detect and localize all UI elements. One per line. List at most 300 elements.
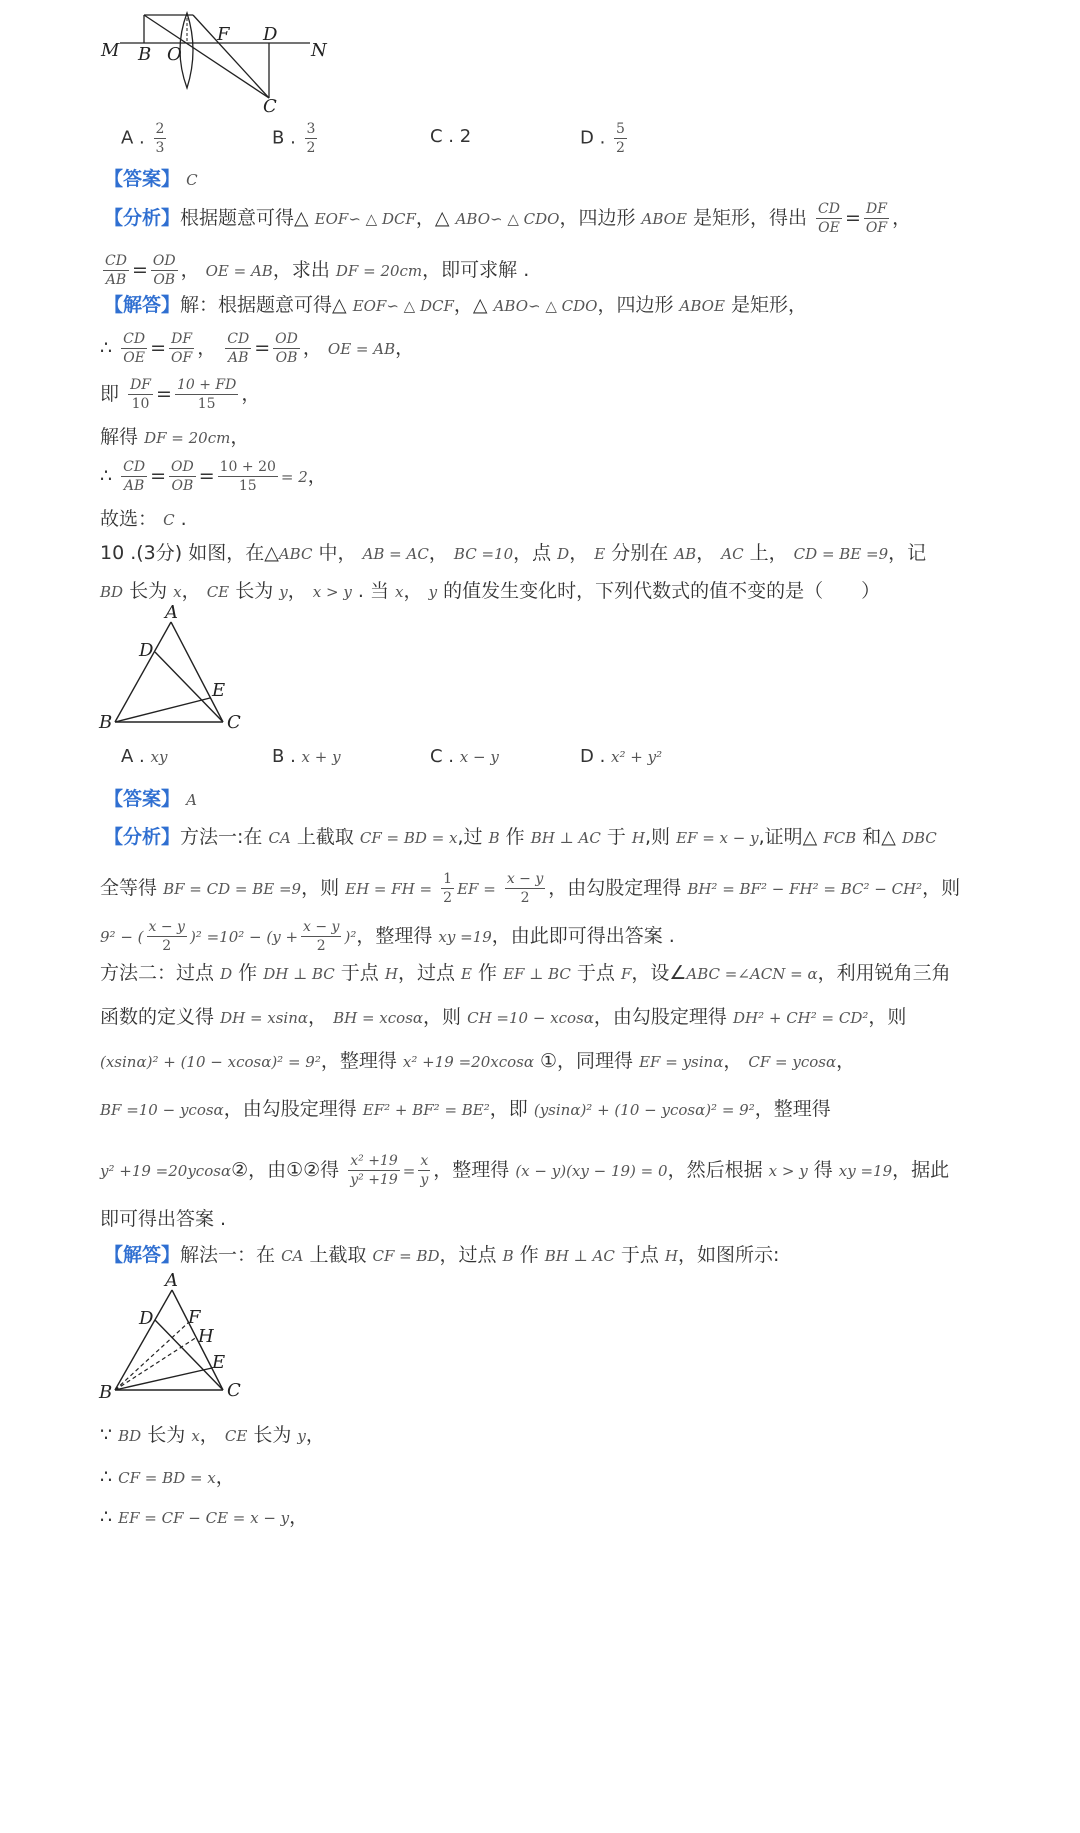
fraction xyxy=(147,918,187,955)
den: 2 xyxy=(443,890,453,906)
therefore-symbol: ∴ xyxy=(100,465,113,487)
den: AB xyxy=(228,350,249,366)
segment-bh-dashed xyxy=(115,1337,197,1390)
option-expr: x + y xyxy=(301,748,341,766)
fraction xyxy=(218,458,278,495)
math: EF = x − y xyxy=(676,829,759,847)
fraction xyxy=(864,200,889,237)
den: y² +19 xyxy=(350,1172,398,1188)
text: 长为 xyxy=(235,580,274,602)
segment-be xyxy=(115,698,210,722)
den: OE xyxy=(818,220,840,236)
den: AB xyxy=(105,272,127,288)
text: 解得 xyxy=(100,426,139,448)
math: D xyxy=(220,965,233,983)
text: ，设∠ xyxy=(631,962,687,984)
text: ， xyxy=(569,542,589,564)
label-a: A xyxy=(165,1270,178,1291)
fraction xyxy=(103,252,129,289)
option-num: 2 xyxy=(155,121,165,137)
num: DF xyxy=(169,330,194,349)
option-den: 2 xyxy=(306,140,316,156)
option-letter: C . xyxy=(430,126,455,147)
den: 2 xyxy=(162,938,172,954)
side-ba xyxy=(115,622,171,722)
q10-analysis-line2 xyxy=(100,870,960,907)
label-o: O xyxy=(167,44,182,65)
segment-bf-dashed xyxy=(115,1322,189,1390)
math: F xyxy=(620,965,632,983)
q10-triangle-figure xyxy=(95,602,255,733)
text: ，则 xyxy=(868,1006,907,1028)
label-d: D xyxy=(139,640,154,661)
label-d: D xyxy=(139,1308,154,1329)
text: ，四边形 xyxy=(559,207,636,229)
math: DBC xyxy=(901,829,937,847)
text: ，则 xyxy=(922,877,961,899)
num: CD xyxy=(227,331,250,347)
math: xy =19 xyxy=(438,928,492,946)
text: ， xyxy=(723,1050,743,1072)
text: 得 xyxy=(813,1159,833,1181)
option-expr: xy xyxy=(150,748,168,766)
answer-value: C xyxy=(186,171,198,189)
option-expr: x² + y² xyxy=(611,748,663,766)
fraction xyxy=(816,200,842,237)
text: ， xyxy=(696,542,716,564)
label-e: E xyxy=(212,680,226,701)
option-letter: C . xyxy=(430,746,455,767)
math: CA xyxy=(268,829,291,847)
math: BD xyxy=(118,1427,142,1445)
math: EH = FH = xyxy=(345,880,433,898)
num: CD xyxy=(123,459,146,475)
math: CD = BE =9 xyxy=(793,545,889,563)
math: y² +19 =20ycosα xyxy=(100,1162,232,1180)
den: 10 xyxy=(131,396,150,412)
text: 于 xyxy=(606,826,626,848)
math: CE xyxy=(224,1427,248,1445)
label-b: B xyxy=(99,1382,113,1403)
math: )² xyxy=(344,928,357,946)
text: ，记 xyxy=(888,542,927,564)
fraction xyxy=(121,330,147,367)
math: = 2 xyxy=(280,468,308,486)
den: 15 xyxy=(238,478,257,494)
ray-top-to-c xyxy=(144,15,269,98)
option-letter: D . xyxy=(580,746,606,767)
q9-final-choice: 故选： C . xyxy=(100,508,187,530)
math: BH ⊥ AC xyxy=(544,1247,615,1265)
comma: ， xyxy=(180,259,200,281)
q10-method2-line5 xyxy=(100,1152,949,1189)
math: EF ⊥ BC xyxy=(503,965,571,983)
math: EF = ysinα xyxy=(639,1053,724,1071)
text: 故选： xyxy=(100,508,158,530)
math: )² =10² − (y + xyxy=(189,928,299,946)
math: (xsinα)² + (10 − xcosα)² = 9² xyxy=(100,1053,321,1071)
option-letter: A . xyxy=(121,746,145,767)
q9-solution-line3: 即 $\frac{DF}{10}$ = $\frac{10 + FD}{15}$ ， xyxy=(100,377,261,412)
text: ， xyxy=(215,1466,235,1488)
math: BF = CD = BE =9 xyxy=(163,880,302,898)
math: (ysinα)² + (10 − ycosα)² = 9² xyxy=(533,1101,755,1119)
q9-option-a[interactable] xyxy=(121,120,169,157)
q10-analysis-line1 xyxy=(104,824,937,851)
text: 方法二：过点 xyxy=(100,962,215,984)
comma: ， xyxy=(241,383,261,405)
num: DF xyxy=(130,377,152,393)
q10-solution-figure xyxy=(95,1270,255,1405)
ray-e-to-c xyxy=(193,15,269,98)
text: ，即 xyxy=(489,1098,528,1120)
math: ABOE xyxy=(641,210,687,228)
num: CD xyxy=(123,331,146,347)
math: (x − y)(xy − 19) = 0 xyxy=(515,1162,668,1180)
math: x xyxy=(173,583,182,601)
label-m: M xyxy=(101,40,120,61)
math: ABC xyxy=(278,545,313,563)
comma: ， xyxy=(307,465,327,487)
option-den: 3 xyxy=(155,140,165,156)
text: ，整理得 xyxy=(320,1050,397,1072)
therefore-symbol: ∴ xyxy=(100,1506,113,1528)
text: 即 xyxy=(100,383,120,405)
text: ，过点 xyxy=(397,962,455,984)
label-f: F xyxy=(188,1307,201,1328)
math: H xyxy=(384,965,398,983)
math: EF = xyxy=(457,880,496,898)
fraction xyxy=(169,330,194,367)
num: x − y xyxy=(148,919,185,935)
text: ，即可求解 . xyxy=(422,259,530,281)
label-c: C xyxy=(263,96,277,117)
math: x > y xyxy=(768,1162,808,1180)
math: 9² − ( xyxy=(100,928,144,946)
option-value: 2 xyxy=(459,126,472,147)
text: ，求出 xyxy=(272,259,330,281)
text: 长为 xyxy=(253,1424,292,1446)
q10-method2-line3 xyxy=(100,1048,855,1075)
q9-figure xyxy=(95,10,335,117)
text: ①，同理得 xyxy=(540,1050,634,1072)
side-ba xyxy=(115,1290,172,1390)
fraction xyxy=(505,870,545,907)
text: ，由勾股定理得 xyxy=(593,1006,727,1028)
text: ，过点 xyxy=(439,1244,497,1266)
math: y xyxy=(297,1427,306,1445)
math: CF = BD xyxy=(372,1247,440,1265)
comma: ， xyxy=(197,337,217,359)
math: E xyxy=(461,965,472,983)
math: = xyxy=(402,1162,416,1180)
den: AB xyxy=(123,478,145,494)
den: 15 xyxy=(197,396,216,412)
num: OD xyxy=(275,331,298,347)
text: 作 xyxy=(478,962,498,984)
fraction xyxy=(121,458,147,495)
side-ac xyxy=(171,622,226,722)
label-b: B xyxy=(138,44,152,65)
math: x xyxy=(191,1427,200,1445)
text: 上截取 xyxy=(296,826,354,848)
text: 作 xyxy=(519,1244,539,1266)
option-letter: B . xyxy=(272,746,296,767)
math: DH = xsinα xyxy=(220,1009,309,1027)
num: OD xyxy=(171,459,194,475)
den: OB xyxy=(171,478,194,494)
den: 2 xyxy=(316,938,326,954)
math: CE xyxy=(206,583,230,601)
text: 上截取 xyxy=(309,1244,367,1266)
text: 长为 xyxy=(147,1424,186,1446)
text: ，△ xyxy=(415,207,450,229)
text: 作 xyxy=(238,962,258,984)
fraction xyxy=(301,918,341,955)
math: AB = AC xyxy=(362,545,429,563)
q9-analysis-line2: $\frac{CD}{AB}$ = $\frac{OD}{OB}$ ， OE = AB，求出 DF = 20cm，即可求解 . xyxy=(105,253,530,288)
q10-stem-line2 xyxy=(100,578,880,605)
num: 1 xyxy=(443,871,453,887)
math: DF = 20cm xyxy=(335,262,423,280)
math: B xyxy=(502,1247,514,1265)
math: DH ⊥ BC xyxy=(263,965,335,983)
text: ，如图所示: xyxy=(678,1244,780,1266)
num: CD xyxy=(105,253,127,269)
den: OB xyxy=(153,272,176,288)
text: 于点 xyxy=(620,1244,659,1266)
q9-solution-line1 xyxy=(104,292,807,319)
math: BD xyxy=(100,583,124,601)
math: x > y xyxy=(312,583,352,601)
math: ABO∽ △ CDO xyxy=(455,210,560,228)
math: BC =10 xyxy=(453,545,514,563)
math: CA xyxy=(281,1247,304,1265)
math: H xyxy=(664,1247,679,1265)
text: 的值发生变化时，下列代数式的值不变的是（ ） xyxy=(443,580,881,602)
q10-method2-line1 xyxy=(100,960,951,987)
comma: ， xyxy=(395,337,415,359)
label-f: F xyxy=(217,24,230,45)
math: BH² = BF² − FH² = BC² − CH² xyxy=(687,880,923,898)
q10-option-b[interactable] xyxy=(272,746,341,767)
math: ABO∽ △ CDO xyxy=(493,297,598,315)
math: OE = AB xyxy=(205,262,273,280)
label-c: C xyxy=(227,1380,241,1401)
den: OF xyxy=(865,220,888,236)
text: ， xyxy=(428,542,448,564)
q10-solution-line4 xyxy=(100,1504,308,1531)
text: 分别在 xyxy=(611,542,669,564)
math: y xyxy=(428,583,438,601)
text: ，然后根据 xyxy=(667,1159,763,1181)
text: ②，由①②得 xyxy=(231,1159,340,1181)
therefore-symbol: ∴ xyxy=(100,337,113,359)
comma: ， xyxy=(230,426,250,448)
q10-solution-line1 xyxy=(104,1242,779,1269)
text: 是矩形，得出 xyxy=(692,207,807,229)
math: BH = xcosα xyxy=(333,1009,424,1027)
label-h: H xyxy=(198,1326,214,1347)
text: ,证明△ xyxy=(758,826,818,848)
fraction xyxy=(348,1152,400,1189)
q9-option-c[interactable] xyxy=(430,126,471,147)
text: 于点 xyxy=(576,962,615,984)
fraction xyxy=(175,376,238,413)
math: EOF∽ △ DCF xyxy=(352,297,454,315)
math: D xyxy=(557,545,570,563)
text: 和△ xyxy=(862,826,896,848)
text: 全等得 xyxy=(100,877,158,899)
text: 即可得出答案 . xyxy=(100,1208,227,1230)
label-e: E xyxy=(212,1352,226,1373)
num: x − y xyxy=(506,871,544,887)
text: ，四边形 xyxy=(597,294,674,316)
q9-option-b[interactable] xyxy=(272,120,320,157)
q10-method2-line2 xyxy=(100,1004,906,1031)
fraction xyxy=(418,1152,430,1189)
option-expr: x − y xyxy=(459,748,499,766)
text: ， xyxy=(289,1506,309,1528)
num: 10 + FD xyxy=(176,377,237,393)
den: OF xyxy=(171,350,193,366)
text: . 当 xyxy=(357,580,389,602)
analysis-tag: 【分析】 xyxy=(104,826,181,848)
text: ，利用锐角三角 xyxy=(817,962,951,984)
fraction xyxy=(128,376,153,413)
fraction xyxy=(151,252,178,289)
text: 解法一：在 xyxy=(180,1244,276,1266)
text: ,则 xyxy=(645,826,671,848)
math: FCB xyxy=(823,829,857,847)
math: BF =10 − ycosα xyxy=(100,1101,224,1119)
math: xy =19 xyxy=(838,1162,893,1180)
math: EF = CF − CE = x − y xyxy=(118,1509,290,1527)
math: AC xyxy=(721,545,744,563)
math: x xyxy=(395,583,404,601)
because-symbol: ∵ xyxy=(100,1424,113,1446)
num: DF xyxy=(864,200,889,219)
analysis-tag: 【分析】 xyxy=(104,207,181,229)
text: ， xyxy=(403,580,423,602)
text: 是矩形， xyxy=(730,294,807,316)
text: 作 xyxy=(505,826,525,848)
q10-method2-line4 xyxy=(100,1096,831,1123)
q10-option-d[interactable] xyxy=(580,746,662,767)
math: CF = BD = x xyxy=(118,1469,216,1487)
text: ，点 xyxy=(513,542,552,564)
text: ,过 xyxy=(457,826,483,848)
q10-stem-line1 xyxy=(100,540,926,567)
q9-answer xyxy=(104,166,198,193)
solution-tag: 【解答】 xyxy=(104,294,181,316)
label-n: N xyxy=(311,40,327,61)
text: 长为 xyxy=(129,580,168,602)
math: E xyxy=(594,545,606,563)
segment-be xyxy=(115,1368,212,1390)
text: ，整理得 xyxy=(433,1159,510,1181)
q9-analysis-line1: 【分析】根据题意可得△ EOF∽ △ DCF，△ ABO∽ △ CDO，四边形 ABOE 是矩形，得出 $\frac{CD}{OE}$ = $\frac{DF}{OF}$ ， xyxy=(104,201,912,236)
q10-solution-line3 xyxy=(100,1464,235,1491)
text: ，则 xyxy=(301,877,340,899)
math: x² +19 =20xcosα xyxy=(402,1053,534,1071)
math: EOF∽ △ DCF xyxy=(314,210,416,228)
answer-value: A xyxy=(186,791,197,809)
label-c: C xyxy=(227,712,241,733)
q10-solution-line2 xyxy=(100,1422,325,1449)
text: ，整理得 xyxy=(754,1098,831,1120)
q9-solution-line5: ∴ $\frac{CD}{AB}$ = $\frac{OD}{OB}$ = $\frac{10 + 20}{15}$ = 2， xyxy=(100,459,327,494)
solution-tag: 【解答】 xyxy=(104,1244,181,1266)
answer-tag: 【答案】 xyxy=(104,788,181,810)
q9-option-d[interactable] xyxy=(580,120,630,157)
text: ，由勾股定理得 xyxy=(223,1098,357,1120)
text: ， xyxy=(199,1424,219,1446)
math: C xyxy=(163,511,175,529)
num: OD xyxy=(152,253,176,269)
math: CF = ycosα xyxy=(748,1053,837,1071)
math: DH² + CH² = CD² xyxy=(732,1009,869,1027)
option-num: 5 xyxy=(616,121,625,137)
num: 10 + 20 xyxy=(219,459,276,475)
text: ，整理得 xyxy=(356,925,433,947)
math: H xyxy=(631,829,645,847)
option-letter: B . xyxy=(272,127,296,149)
num: CD xyxy=(818,201,840,217)
option-num: 3 xyxy=(306,121,316,137)
text: 上， xyxy=(749,542,788,564)
text: ， xyxy=(836,1050,856,1072)
math: CF = BD = x xyxy=(359,829,458,847)
math: y xyxy=(279,583,288,601)
q10-option-a[interactable] xyxy=(121,746,167,767)
fraction xyxy=(441,870,454,907)
label-b: B xyxy=(99,712,113,733)
math: BH ⊥ AC xyxy=(530,829,601,847)
q10-option-c[interactable] xyxy=(430,746,499,767)
math: B xyxy=(488,829,500,847)
fraction xyxy=(273,330,300,367)
text: ， xyxy=(308,1006,328,1028)
text: 方法一:在 xyxy=(180,826,263,848)
text: ， xyxy=(287,580,307,602)
den: y xyxy=(420,1172,429,1188)
math: DF = 20cm xyxy=(144,429,231,447)
text: 函数的定义得 xyxy=(100,1006,215,1028)
math: OE = AB xyxy=(327,340,396,358)
text: ，则 xyxy=(423,1006,462,1028)
text: ， xyxy=(305,1424,325,1446)
text: ，由此即可得出答案 . xyxy=(491,925,675,947)
option-den: 2 xyxy=(616,140,625,156)
text: ，△ xyxy=(453,294,488,316)
q9-solution-line2: ∴ $\frac{CD}{OE}$ = $\frac{DF}{OF}$ ， $\frac{CD}{AB}$ = $\frac{OD}{OB}$ ， OE = AB， xyxy=(100,331,415,366)
num: x xyxy=(418,1152,430,1171)
q10-answer xyxy=(104,786,197,813)
text: ，据此 xyxy=(892,1159,950,1181)
text: ，由勾股定理得 xyxy=(548,877,682,899)
text: 10 .(3分) 如图，在△ xyxy=(100,542,279,564)
fraction xyxy=(169,458,196,495)
q9-solution-line4 xyxy=(100,424,249,451)
math: CH =10 − xcosα xyxy=(467,1009,594,1027)
option-letter: D . xyxy=(580,127,606,149)
option-letter: A . xyxy=(121,127,145,149)
text: 于点 xyxy=(340,962,379,984)
den: 2 xyxy=(520,890,530,906)
math: ABOE xyxy=(679,297,725,315)
label-a: A xyxy=(165,602,178,623)
